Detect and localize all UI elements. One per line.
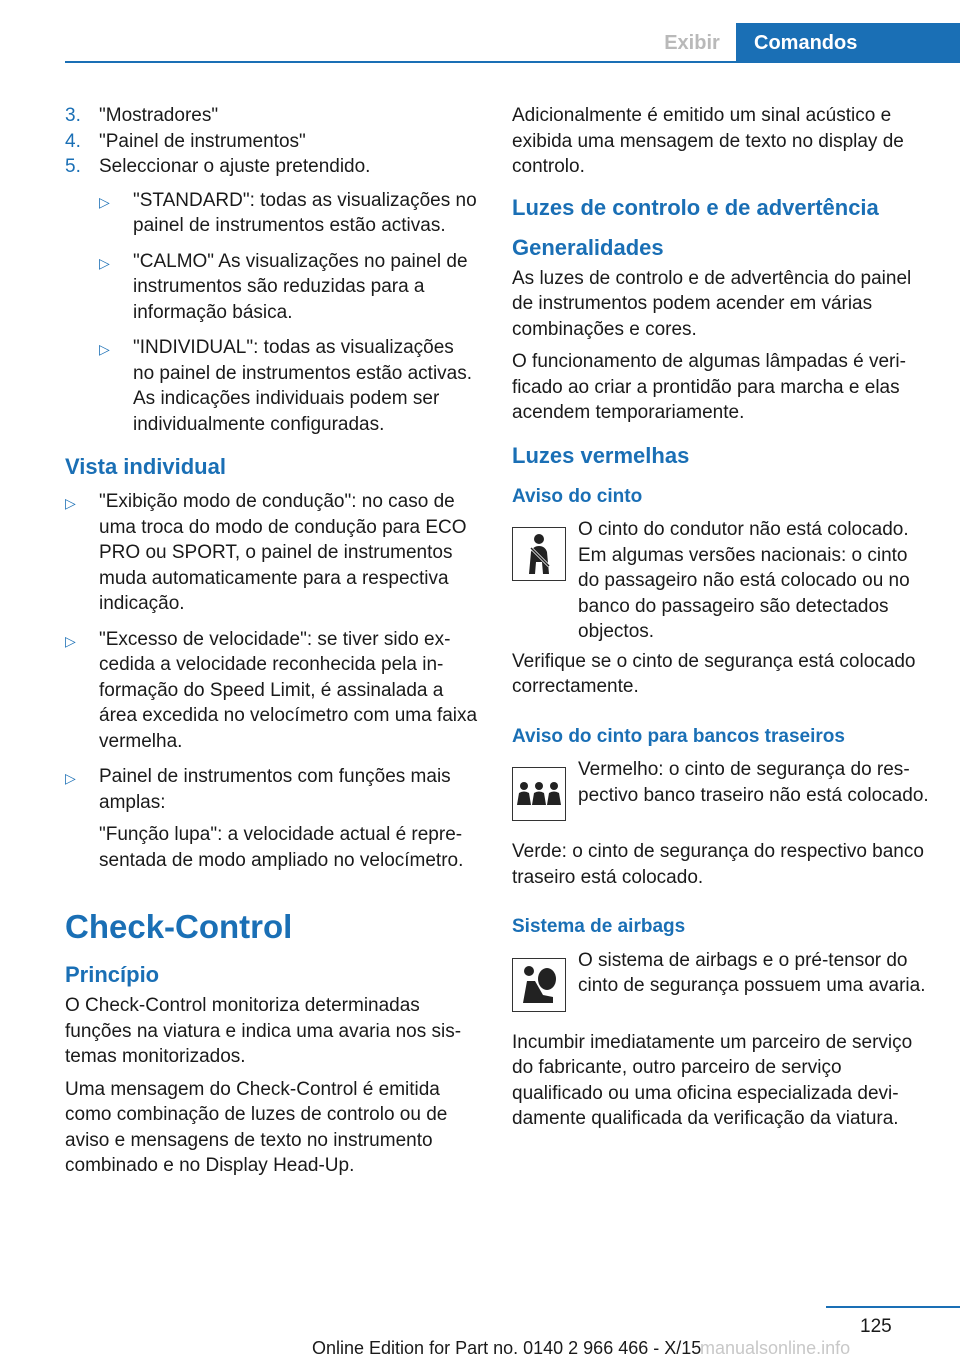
right-column [512, 103, 932, 1139]
tab-comandos[interactable]: Comandos [736, 23, 960, 63]
paragraph: Incumbir imediatamente um parceiro de serviço do fabricante, outro parceiro de serviço qualificado ou uma oficina especializada devidamente qualificada da verificação da viatura. [512, 1031, 913, 1129]
section-heading-generalidades: Generalidades [512, 234, 664, 260]
list-item [65, 764, 480, 873]
paragraph: Uma mensagem do Check-Control é emitida como combinação de luzes de controlo ou de aviso e mensagens de texto no instrumento combinado e no Display Head-Up. [65, 1078, 448, 1176]
list-item [65, 627, 480, 755]
bullet-text: Painel de instrumentos com funções mais amplas: [99, 766, 451, 813]
step-5 [65, 154, 480, 180]
footer-edition: Online Edition for Part no. 0140 2 966 466 - X/15 [312, 1338, 702, 1358]
seatbelt-icon [512, 527, 566, 581]
bullet-text: "STANDARD": todas as visualizações no painel de instrumentos estão activas. [133, 189, 477, 236]
triangle-bullet-icon: ▷ [99, 193, 110, 210]
airbag-warning-block [512, 948, 932, 1026]
triangle-bullet-icon: ▷ [99, 341, 110, 357]
subheading-aviso-traseiros: Aviso do cinto para bancos traseiros [512, 725, 845, 747]
list-item [99, 249, 480, 326]
footer-rule [826, 1306, 960, 1308]
list-item [99, 335, 480, 437]
step-number: 3. [65, 105, 81, 126]
paragraph: Vermelho: o cinto de segurança do respectivo banco traseiro não está colocado. [578, 759, 929, 806]
rear-seatbelt-warning-block [512, 757, 932, 835]
triangle-bullet-icon: ▷ [65, 632, 76, 649]
header-rule [65, 61, 960, 63]
bullet-text: "CALMO" As visualizações no painel de instrumentos são reduzidas para a informação básica. [133, 250, 468, 323]
triangle-bullet-icon: ▷ [99, 254, 110, 271]
tab-exibir[interactable]: Exibir [664, 32, 720, 54]
subheading-aviso-cinto: Aviso do cinto [512, 485, 643, 507]
paragraph: O funcionamento de algumas lâmpadas é verificado ao criar a prontidão para marcha e elas acendem temporariamente. [512, 351, 906, 423]
page-number: 125 [860, 1316, 892, 1337]
paragraph: O Check-Control monitoriza determinadas funções na viatura e indica uma avaria nos sistemas monitorizados. [65, 995, 462, 1067]
paragraph: As luzes de controlo e de advertência do painel de instrumentos podem acender em várias combinações e cores. [512, 267, 912, 340]
seatbelt-warning-block [512, 517, 932, 645]
rear-seatbelt-icon [512, 767, 566, 821]
step-4 [65, 129, 480, 155]
paragraph: Adicionalmente é emitido um sinal acústico e exibida uma mensagem de texto no display de controlo. [512, 105, 904, 177]
section-heading-vista: Vista individual [65, 454, 226, 479]
paragraph: O cinto do condutor não está colocado. Em algumas versões nacionais: o cinto do passageiro não está colocado ou no banco do passageiro são detectados objectos. [578, 519, 910, 642]
paragraph: O sistema de airbags e o pré-tensor do cinto de segurança possuem uma avaria. [578, 949, 926, 996]
list-item [65, 489, 480, 617]
step-text: Seleccionar o ajuste pretendido. [99, 156, 371, 177]
watermark: manualsonline.info [700, 1338, 851, 1358]
step-number: 5. [65, 156, 81, 177]
chapter-title-check-control: Check-Control [65, 908, 293, 945]
step-3 [65, 103, 480, 129]
bullet-text: "Excesso de velocidade": se tiver sido excedida a velocidade reconhecida pela informação do Speed Limit, é assinalada a área excedida no velocímetro com uma faixa vermelha. [99, 628, 478, 752]
left-column [65, 103, 480, 1186]
triangle-bullet-icon: ▷ [65, 495, 76, 511]
paragraph: Verifique se o cinto de segurança está colocado correctamente. [512, 650, 916, 697]
section-heading-vermelhas: Luzes vermelhas [512, 442, 690, 468]
section-heading-principio: Princípio [65, 962, 160, 987]
bullet-text: "INDIVIDUAL": todas as visualizações no painel de instrumentos estão activas. As indicações individuais podem ser individualmente configuradas. [133, 337, 473, 435]
section-heading-luzes: Luzes de controlo e de advertência [512, 194, 879, 220]
airbag-icon [512, 958, 566, 1012]
bullet-text: "Exibição modo de condução": no caso de uma troca do modo de condução para ECO PRO ou SPORT, o painel de instrumentos muda automaticamente para a respectiva indicação. [99, 491, 467, 614]
step-text: "Mostradores" [99, 105, 219, 126]
subheading-airbags: Sistema de airbags [512, 916, 686, 937]
step-number: 4. [65, 130, 81, 152]
bullet-text-extra: "Função lupa": a velocidade actual é representada de modo ampliado no velocímetro. [99, 824, 464, 871]
step-text: "Painel de instrumentos" [99, 130, 306, 152]
triangle-bullet-icon: ▷ [65, 770, 76, 786]
list-item [99, 188, 480, 239]
paragraph: Verde: o cinto de segurança do respectivo banco traseiro está colocado. [512, 841, 924, 888]
